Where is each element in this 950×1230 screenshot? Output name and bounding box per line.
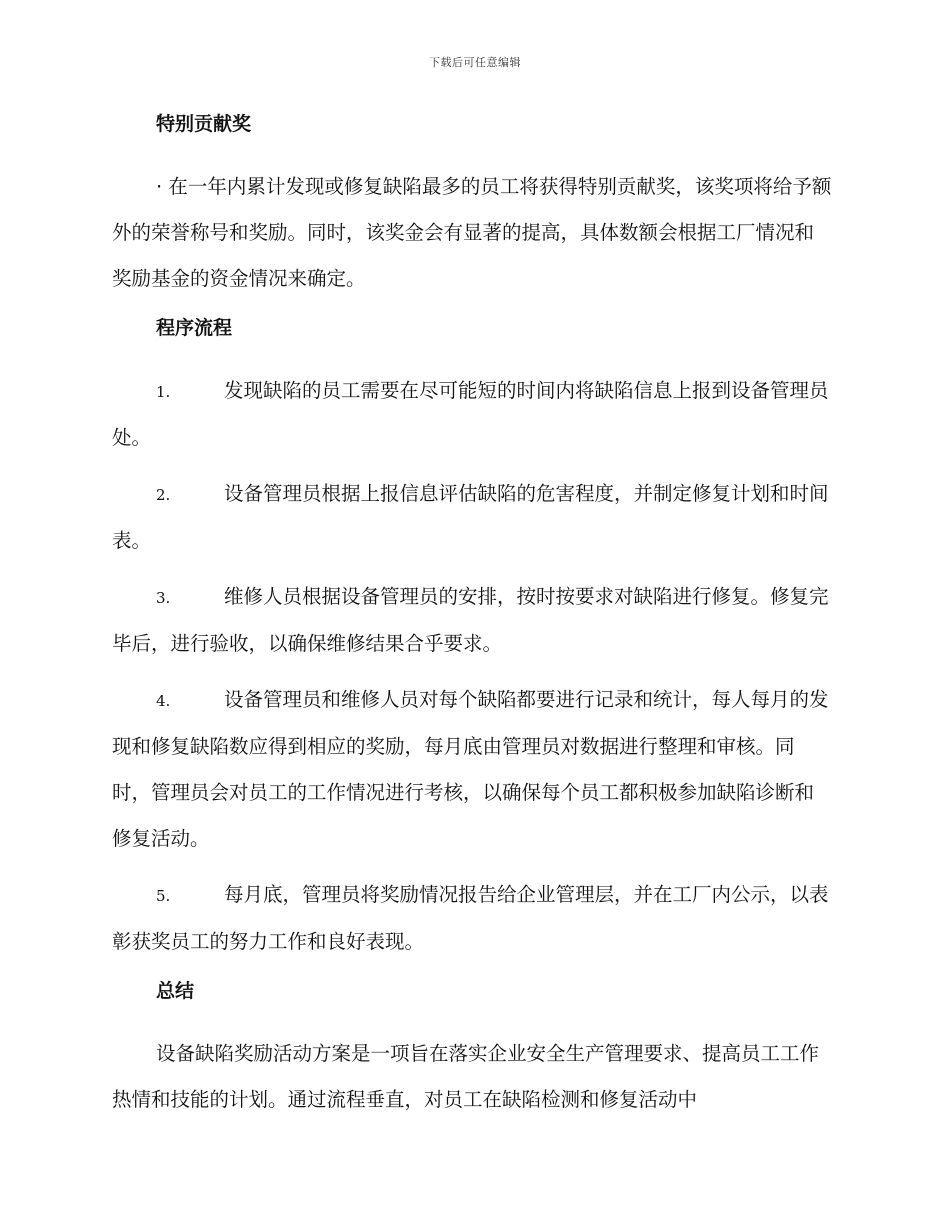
step-text: 设备管理员和维修人员对每个缺陷都要进行记录和统计，每人每月的发现和修复缺陷数应得到相应的奖励，每月底由管理员对数据进行整理和审核。同时，管理员会对员工的工作情况进行考核，以确保每个员工都积极参加缺陷诊断和修复活动。 — [112, 688, 829, 850]
procedure-step — [112, 872, 832, 965]
step-number: 4. — [156, 692, 171, 710]
document-body — [112, 110, 832, 1133]
section-title-special-award: 特别贡献奖 — [156, 113, 252, 135]
step-number: 2. — [156, 486, 171, 504]
procedure-step — [112, 677, 832, 862]
section-title-procedure: 程序流程 — [156, 317, 233, 339]
step-number: 1. — [156, 383, 171, 401]
step-text: 设备管理员根据上报信息评估缺陷的危害程度，并制定修复计划和时间表。 — [112, 482, 829, 552]
procedure-step — [112, 368, 832, 461]
step-text: 维修人员根据设备管理员的安排，按时按要求对缺陷进行修复。修复完毕后，进行验收，以确保维修结果合乎要求。 — [112, 585, 829, 655]
step-number: 5. — [156, 887, 171, 905]
step-number: 3. — [156, 589, 171, 607]
procedure-step — [112, 574, 832, 667]
header-note: 下载后可任意编辑 — [429, 56, 521, 69]
procedure-step — [112, 471, 832, 564]
step-text: 每月底，管理员将奖励情况报告给企业管理层，并在工厂内公示，以表彰获奖员工的努力工作和良好表现。 — [112, 883, 829, 953]
step-text: 发现缺陷的员工需要在尽可能短的时间内将缺陷信息上报到设备管理员处。 — [112, 379, 829, 449]
section-title-summary: 总结 — [156, 980, 195, 1002]
special-award-paragraph: · 在一年内累计发现或修复缺陷最多的员工将获得特别贡献奖，该奖项将给予额外的荣誉称号和奖励。同时，该奖金会有显著的提高，具体数额会根据工厂情况和奖励基金的资金情况来确定。 — [112, 175, 832, 290]
summary-paragraph: 设备缺陷奖励活动方案是一项旨在落实企业安全生产管理要求、提高员工工作热情和技能的计划。通过流程垂直，对员工在缺陷检测和修复活动中 — [112, 1042, 820, 1111]
